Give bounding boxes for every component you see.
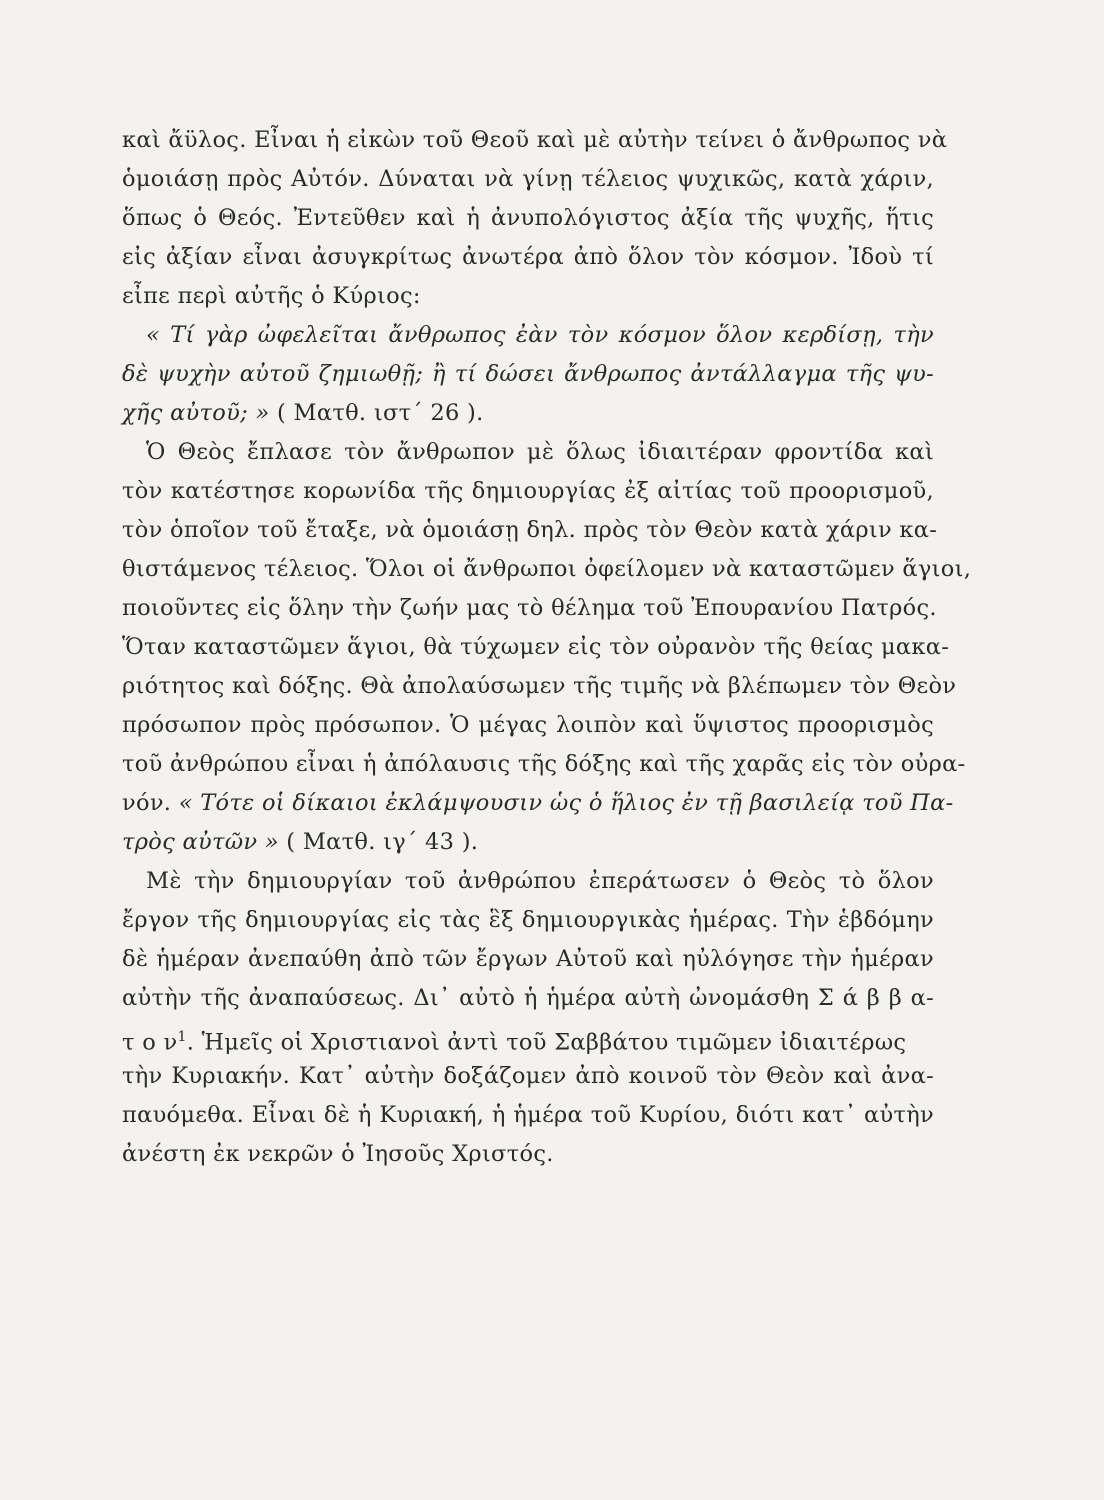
body-line: Ὁ Θεὸς ἔπλασε τὸν ἄνθρωπον μὲ ὅλως ἰδιαιτέραν φροντίδα καὶ xyxy=(146,439,934,465)
body-line: τὸν ὁποῖον τοῦ ἔταξε, νὰ ὁμοιάσῃ δηλ. πρὸς τὸν Θεὸν κατὰ χάριν κα- xyxy=(122,517,938,543)
body-line: εἶπε περὶ αὐτῆς ὁ Κύριος: xyxy=(122,283,421,309)
body-line: ἀνέστη ἐκ νεκρῶν ὁ Ἰησοῦς Χριστός. xyxy=(122,1141,554,1167)
body-line: Μὲ τὴν δημιουργίαν τοῦ ἀνθρώπου ἐπεράτωσεν ὁ Θεὸς τὸ ὅλον xyxy=(146,868,934,894)
quote-line: « Τί γὰρ ὠφελεῖται ἄνθρωπος ἐὰν τὸν κόσμον ὅλον κερδίσῃ, τὴν xyxy=(146,322,934,348)
body-line: τὴν Κυριακήν. Κατ᾽ αὐτὴν δοξάζομεν ἀπὸ κοινοῦ τὸν Θεὸν καὶ ἀνα- xyxy=(122,1063,934,1089)
scripture-reference: ( Ματθ. ιστ΄ 26 ). xyxy=(276,400,484,426)
body-line: ἔργον τῆς δημιουργίας εἰς τὰς ἓξ δημιουργικὰς ἡμέρας. Τὴν ἑβδόμην xyxy=(122,907,934,933)
body-line: εἰς ἀξίαν εἶναι ἀσυγκρίτως ἀνωτέρα ἀπὸ ὅλον τὸν κόσμον. Ἰδοὺ τί xyxy=(122,244,934,270)
quote-line-with-reference xyxy=(122,827,934,857)
body-line: παυόμεθα. Εἶναι δὲ ἡ Κυριακή, ἡ ἡμέρα τοῦ Κυρίου, διότι κατ᾽ αὐτὴν xyxy=(122,1102,934,1128)
body-text: . Ἡμεῖς οἱ Χριστιανοὶ ἀντὶ τοῦ Σαββάτου τιμῶμεν ἰδιαιτέρως xyxy=(186,1029,907,1056)
body-line: τοῦ ἀνθρώπου εἶναι ἡ ἀπόλαυσις τῆς δόξης καὶ τῆς χαρᾶς εἰς τὸν οὐρα- xyxy=(122,751,966,777)
body-line-with-footnote-ref xyxy=(122,1022,934,1058)
body-line: ποιοῦντες εἰς ὅλην τὴν ζωήν μας τὸ θέλημα τοῦ Ἐπουρανίου Πατρός. xyxy=(122,595,937,621)
body-line: ὅπως ὁ Θεός. Ἐντεῦθεν καὶ ἡ ἀνυπολόγιστος ἀξία τῆς ψυχῆς, ἥτις xyxy=(122,205,934,231)
quote-text: τρὸς αὐτῶν » xyxy=(122,829,279,855)
body-line: δὲ ἡμέραν ἀνεπαύθη ἀπὸ τῶν ἔργων Αὐτοῦ καὶ ηὐλόγησε τὴν ἡμέραν xyxy=(122,946,934,972)
footnote-marker: 1 xyxy=(177,1029,187,1045)
body-line: ὁμοιάσῃ πρὸς Αὐτόν. Δύναται νὰ γίνῃ τέλειος ψυχικῶς, κατὰ χάριν, xyxy=(122,166,934,192)
quote-text: « Τότε οἱ δίκαιοι ἐκλάμψουσιν ὡς ὁ ἥλιος ἐν τῇ βασιλείᾳ τοῦ Πα- xyxy=(178,790,954,816)
scripture-reference: ( Ματθ. ιγ΄ 43 ). xyxy=(286,829,479,855)
body-line: αὐτὴν τῆς ἀναπαύσεως. Δι᾽ αὐτὸ ἡ ἡμέρα αὐτὴ ὠνομάσθη Σ ά β β α- xyxy=(122,985,934,1011)
body-line: Ὅταν καταστῶμεν ἅγιοι, θὰ τύχωμεν εἰς τὸν οὐρανὸν τῆς θείας μακα- xyxy=(122,634,950,660)
body-line: ριότητος καὶ δόξης. Θὰ ἀπολαύσωμεν τῆς τιμῆς νὰ βλέπωμεν τὸν Θεὸν xyxy=(122,673,957,699)
quote-text: χῆς αὐτοῦ; » xyxy=(122,400,270,426)
body-line: τὸν κατέστησε κορωνίδα τῆς δημιουργίας ἐξ αἰτίας τοῦ προορισμοῦ, xyxy=(122,478,934,504)
body-line-with-quote xyxy=(122,788,954,818)
spaced-word: τ ο ν xyxy=(122,1029,178,1056)
body-text: νόν. xyxy=(122,790,172,816)
quote-line-with-reference xyxy=(122,398,934,428)
quote-line: δὲ ψυχὴν αὐτοῦ ζημιωθῇ; ἢ τί δώσει ἄνθρωπος ἀντάλλαγμα τῆς ψυ- xyxy=(122,361,934,387)
body-line: θιστάμενος τέλειος. Ὅλοι οἱ ἄνθρωποι ὀφείλομεν νὰ καταστῶμεν ἅγιοι, xyxy=(122,556,972,582)
body-line: πρόσωπον πρὸς πρόσωπον. Ὁ μέγας λοιπὸν καὶ ὕψιστος προορισμὸς xyxy=(122,712,934,738)
body-line: καὶ ἄϋλος. Εἶναι ἡ εἰκὼν τοῦ Θεοῦ καὶ μὲ αὐτὴν τείνει ὁ ἄνθρωπος νὰ xyxy=(122,127,948,153)
